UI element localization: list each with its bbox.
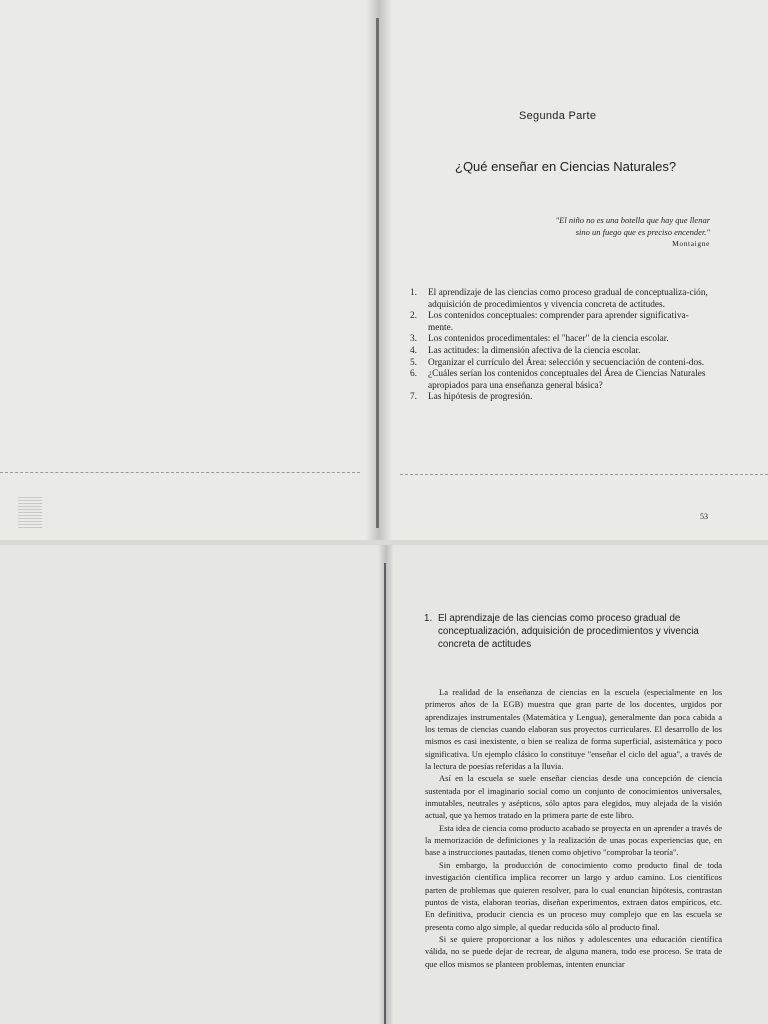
contents-item-text: Las hipótesis de progresión. bbox=[428, 392, 533, 403]
contents-item bbox=[410, 346, 710, 358]
contents-item-number: 1. bbox=[410, 288, 417, 298]
contents-item bbox=[410, 369, 710, 392]
chapter-title: ¿Qué enseñar en Ciencias Naturales? bbox=[455, 159, 677, 174]
contents-item-number: 2. bbox=[410, 311, 417, 322]
chapter-contents-list bbox=[410, 288, 710, 404]
contents-item bbox=[410, 288, 710, 311]
section-heading bbox=[424, 612, 724, 651]
section-heading-number: 1. bbox=[424, 613, 433, 624]
scan-artifact bbox=[18, 496, 42, 528]
binding-shadow bbox=[366, 0, 392, 540]
contents-item-text: Los contenidos conceptuales: comprender para aprender significativa-mente. bbox=[428, 311, 689, 333]
contents-item-text: Los contenidos procedimentales: el "hacer" de la ciencia escolar. bbox=[428, 334, 669, 345]
body-text bbox=[425, 686, 722, 970]
contents-item-text: Las actitudes: la dimensión afectiva de la ciencia escolar. bbox=[428, 345, 641, 356]
contents-item-number: 5. bbox=[410, 357, 417, 368]
binding-edge bbox=[376, 18, 379, 528]
contents-item-number: 6. bbox=[410, 369, 417, 380]
contents-item-text: ¿Cuáles serían los contenidos conceptuales del Área de Ciencias Naturales apropiados para una enseñanza general básica? bbox=[428, 369, 706, 391]
section-label: Segunda Parte bbox=[519, 110, 597, 122]
page-number: 53 bbox=[700, 512, 708, 521]
contents-item bbox=[410, 358, 710, 370]
binding-shadow bbox=[378, 545, 394, 1024]
epigraph-line: "El niño no es una botella que hay que llenar bbox=[555, 215, 710, 225]
contents-item bbox=[410, 334, 710, 346]
paragraph: La realidad de la enseñanza de ciencias en la escuela (especialmente en los primeros años de la EGB) muestra que gran parte de los docentes, urgidos por aprendizajes instrumentales (Matemática y Lengua), generalmente dan poca cabida a los temas de ciencias cuando elaboran sus proyectos curriculares. El desarrollo de los mismos es casi inexistente, o bien se realiza de forma superficial, asistemática y poco significativa. Un ejemplo clásico lo constituye "enseñar el ciclo del agua", a través de la lectura de poesías referidas a la lluvia. bbox=[425, 687, 722, 772]
fold-line bbox=[0, 472, 360, 473]
contents-item bbox=[410, 392, 710, 404]
paragraph: Sin embargo, la producción de conocimiento como producto final de toda investigación científica implica recorrer un largo y arduo camino. Los científicos parten de problemas que quieren resolver, para lo cual enuncian hipótesis, contrastan puntos de vista, elaboran teorías, diseñan experimentos, extraen datos empíricos, etc. En definitiva, producir ciencia es un proceso muy complejo que en las escuela se presenta como algo simple, al quedar reducida sólo al producto final. bbox=[425, 859, 722, 932]
contents-item-text: El aprendizaje de las ciencias como proceso gradual de conceptualiza-ción, adquisición de procedimientos y vivencia concreta de actitudes. bbox=[428, 288, 708, 310]
epigraph bbox=[480, 214, 710, 250]
epigraph-author: Montaigne bbox=[672, 239, 710, 248]
section-heading-text: El aprendizaje de las ciencias como proceso gradual de conceptualización, adquisición de procedimientos y vivencia concreta de actitudes bbox=[438, 613, 699, 650]
contents-item-text: Organizar el currículo del Área: selección y secuenciación de conteni-dos. bbox=[428, 357, 705, 368]
fold-line bbox=[400, 474, 768, 475]
contents-item-number: 7. bbox=[410, 392, 417, 403]
contents-item-number: 4. bbox=[410, 345, 417, 356]
contents-item-number: 3. bbox=[410, 334, 417, 345]
paragraph: Esta idea de ciencia como producto acabado se proyecta en un aprender a través de la memorización de definiciones y la realización de unas pocas experiencias que, en base a instrucciones pautadas, tienen como objetivo "comprobar la teoría". bbox=[425, 822, 722, 858]
paragraph: Así en la escuela se suele enseñar ciencias desde una concepción de ciencia sustentada por el imaginario social como un conjunto de conocimientos universales, inmutables, neutrales y asépticos, sólo aptos para elegidos, muy alejada de la visión actual, que ya hemos tratado en la primera parte de este libro. bbox=[425, 773, 722, 821]
epigraph-line: sino un fuego que es preciso encender." bbox=[575, 227, 710, 237]
contents-item bbox=[410, 311, 710, 334]
paragraph: Si se quiere proporcionar a los niños y adolescentes una educación científica válida, no se puede dejar de recrear, de alguna manera, todo ese proceso. Se trata de que ellos mismos se planteen problemas, intenten enunciar bbox=[425, 933, 722, 969]
